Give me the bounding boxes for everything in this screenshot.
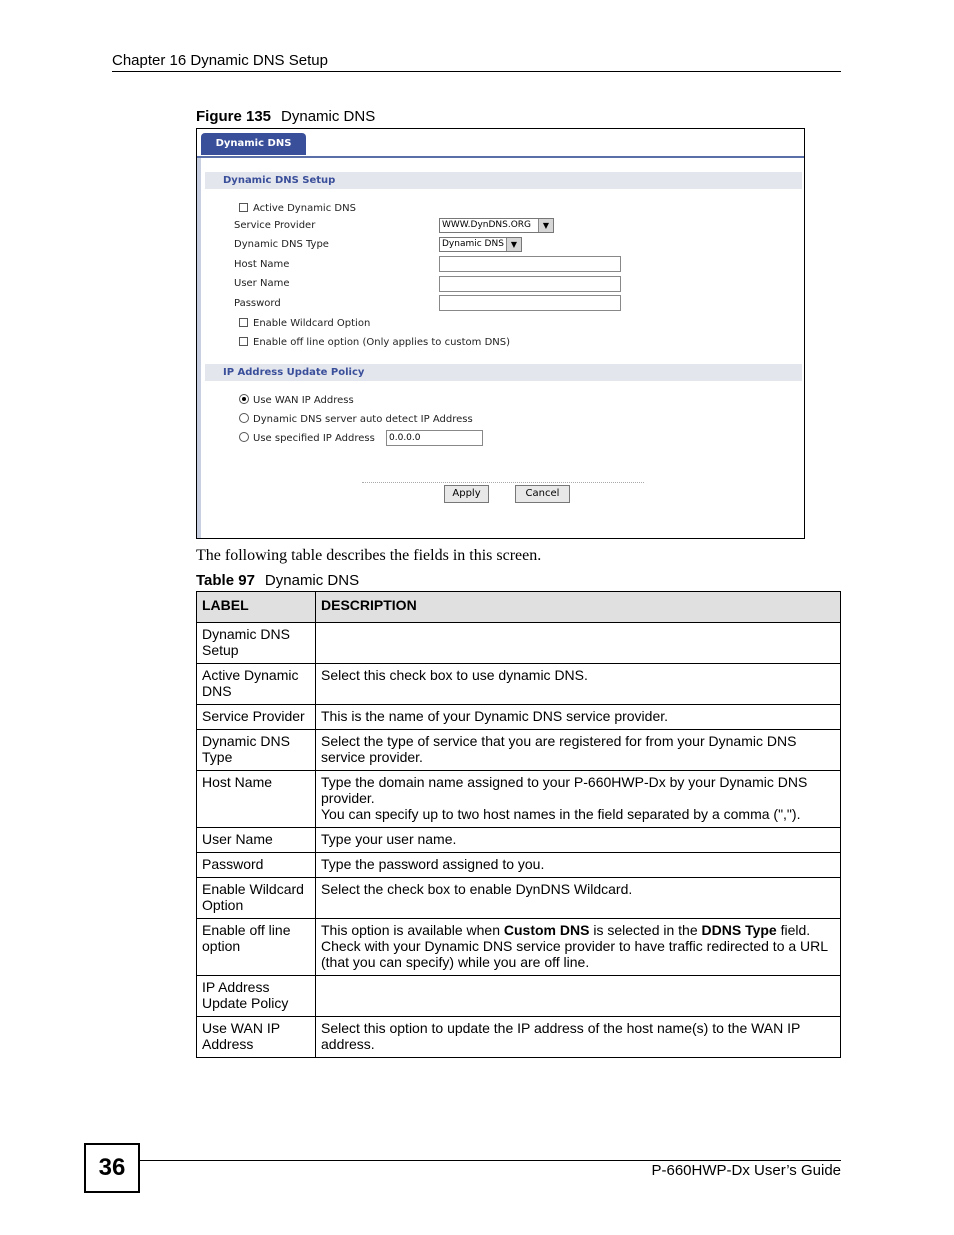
row-label: Use WAN IP Address: [197, 1017, 316, 1058]
password-input[interactable]: [439, 295, 621, 311]
dynamic-dns-screenshot: [196, 128, 805, 539]
tab-bar: [197, 129, 804, 158]
table-caption: [196, 572, 359, 589]
row-description: Select the check box to enable DynDNS Wildcard.: [316, 878, 841, 919]
desc-bold: DDNS Type: [701, 922, 777, 938]
table-header-row: [197, 592, 841, 623]
auto-detect-label: Dynamic DNS server auto detect IP Address: [253, 414, 473, 425]
table-row: [197, 623, 841, 664]
specified-ip-input[interactable]: 0.0.0.0: [386, 430, 483, 446]
password-label: Password: [234, 298, 281, 309]
row-label: Host Name: [197, 771, 316, 828]
header-label: LABEL: [197, 592, 316, 623]
figure-number: Figure 135: [196, 108, 272, 125]
service-provider-select[interactable]: [439, 218, 554, 233]
row-label: Active Dynamic DNS: [197, 664, 316, 705]
use-wan-ip-label: Use WAN IP Address: [253, 395, 354, 406]
divider: [362, 482, 644, 483]
figure-caption: [196, 108, 375, 125]
table-row: [197, 853, 841, 878]
enable-wildcard-label: Enable Wildcard Option: [253, 318, 371, 329]
row-description: Type your user name.: [316, 828, 841, 853]
row-label: Enable off line option: [197, 919, 316, 976]
lead-text: The following table describes the fields in this screen.: [196, 547, 542, 564]
table-number: Table 97: [196, 572, 255, 589]
page-number: 36: [84, 1143, 140, 1193]
guide-title: P-660HWP-Dx User’s Guide: [651, 1162, 841, 1179]
auto-detect-radio[interactable]: [239, 413, 249, 423]
row-description-line: You can specify up to two host names in the field separated by a comma (",").: [321, 806, 801, 822]
row-description: Select this check box to use dynamic DNS.: [316, 664, 841, 705]
cancel-button[interactable]: Cancel: [515, 485, 570, 503]
use-specified-ip-label: Use specified IP Address: [253, 433, 375, 444]
table-row: [197, 771, 841, 828]
row-description: [316, 976, 841, 1017]
figure-title: Dynamic DNS: [281, 108, 376, 125]
table-row: [197, 878, 841, 919]
row-label: Dynamic DNS Type: [197, 730, 316, 771]
desc-text: This option is available when: [321, 922, 504, 938]
apply-button[interactable]: Apply: [444, 485, 489, 503]
chevron-down-icon: ▼: [538, 219, 553, 232]
desc-text: field. Check with your Dynamic DNS service provider to have traffic redirected to a URL (that you can specify) while you are off line.: [321, 922, 828, 970]
row-label: Service Provider: [197, 705, 316, 730]
desc-bold: Custom DNS: [503, 922, 590, 938]
row-description-line: Type the domain name assigned to your P-660HWP-Dx by your Dynamic DNS provider.: [321, 774, 808, 806]
enable-wildcard-checkbox[interactable]: [239, 318, 248, 327]
table-row: [197, 705, 841, 730]
enable-offline-checkbox[interactable]: [239, 337, 248, 346]
table-row: [197, 919, 841, 976]
table-row: [197, 976, 841, 1017]
header-rule: [112, 71, 841, 72]
fields-table: [196, 591, 841, 1058]
row-description: This is the name of your Dynamic DNS service provider.: [316, 705, 841, 730]
table-row: [197, 828, 841, 853]
row-label: Password: [197, 853, 316, 878]
row-label: IP Address Update Policy: [197, 976, 316, 1017]
service-provider-value: WWW.DynDNS.ORG: [442, 220, 532, 230]
desc-text: is selected in the: [589, 922, 702, 938]
host-name-label: Host Name: [234, 259, 290, 270]
section-ip-address-update-policy: IP Address Update Policy: [205, 364, 802, 381]
header-description: DESCRIPTION: [316, 592, 841, 623]
use-wan-ip-radio[interactable]: [239, 394, 249, 404]
use-specified-ip-radio[interactable]: [239, 432, 249, 442]
active-dynamic-dns-label: Active Dynamic DNS: [253, 203, 356, 214]
table-title: Dynamic DNS: [264, 572, 360, 589]
dns-type-select[interactable]: [439, 237, 522, 252]
host-name-input[interactable]: [439, 256, 621, 272]
footer-rule: [140, 1160, 841, 1161]
row-label: Dynamic DNS Setup: [197, 623, 316, 664]
chapter-header: Chapter 16 Dynamic DNS Setup: [112, 52, 328, 69]
dns-type-value: Dynamic DNS: [442, 239, 504, 249]
chevron-down-icon: ▼: [506, 238, 521, 251]
left-border: [197, 158, 201, 538]
row-description: Select this option to update the IP address of the host name(s) to the WAN IP address.: [316, 1017, 841, 1058]
user-name-label: User Name: [234, 278, 290, 289]
service-provider-label: Service Provider: [234, 220, 316, 231]
enable-offline-label: Enable off line option (Only applies to custom DNS): [253, 337, 511, 348]
row-description: [316, 919, 841, 976]
row-label: User Name: [197, 828, 316, 853]
tab-dynamic-dns[interactable]: Dynamic DNS: [201, 133, 306, 155]
row-description: [316, 623, 841, 664]
dns-type-label: Dynamic DNS Type: [234, 239, 329, 250]
table-row: [197, 730, 841, 771]
user-name-input[interactable]: [439, 276, 621, 292]
active-dynamic-dns-checkbox[interactable]: [239, 203, 248, 212]
section-dynamic-dns-setup: Dynamic DNS Setup: [205, 172, 802, 189]
row-description: Type the password assigned to you.: [316, 853, 841, 878]
table-row: [197, 664, 841, 705]
row-label: Enable Wildcard Option: [197, 878, 316, 919]
row-description: [316, 771, 841, 828]
table-row: [197, 1017, 841, 1058]
row-description: Select the type of service that you are registered for from your Dynamic DNS service provider.: [316, 730, 841, 771]
